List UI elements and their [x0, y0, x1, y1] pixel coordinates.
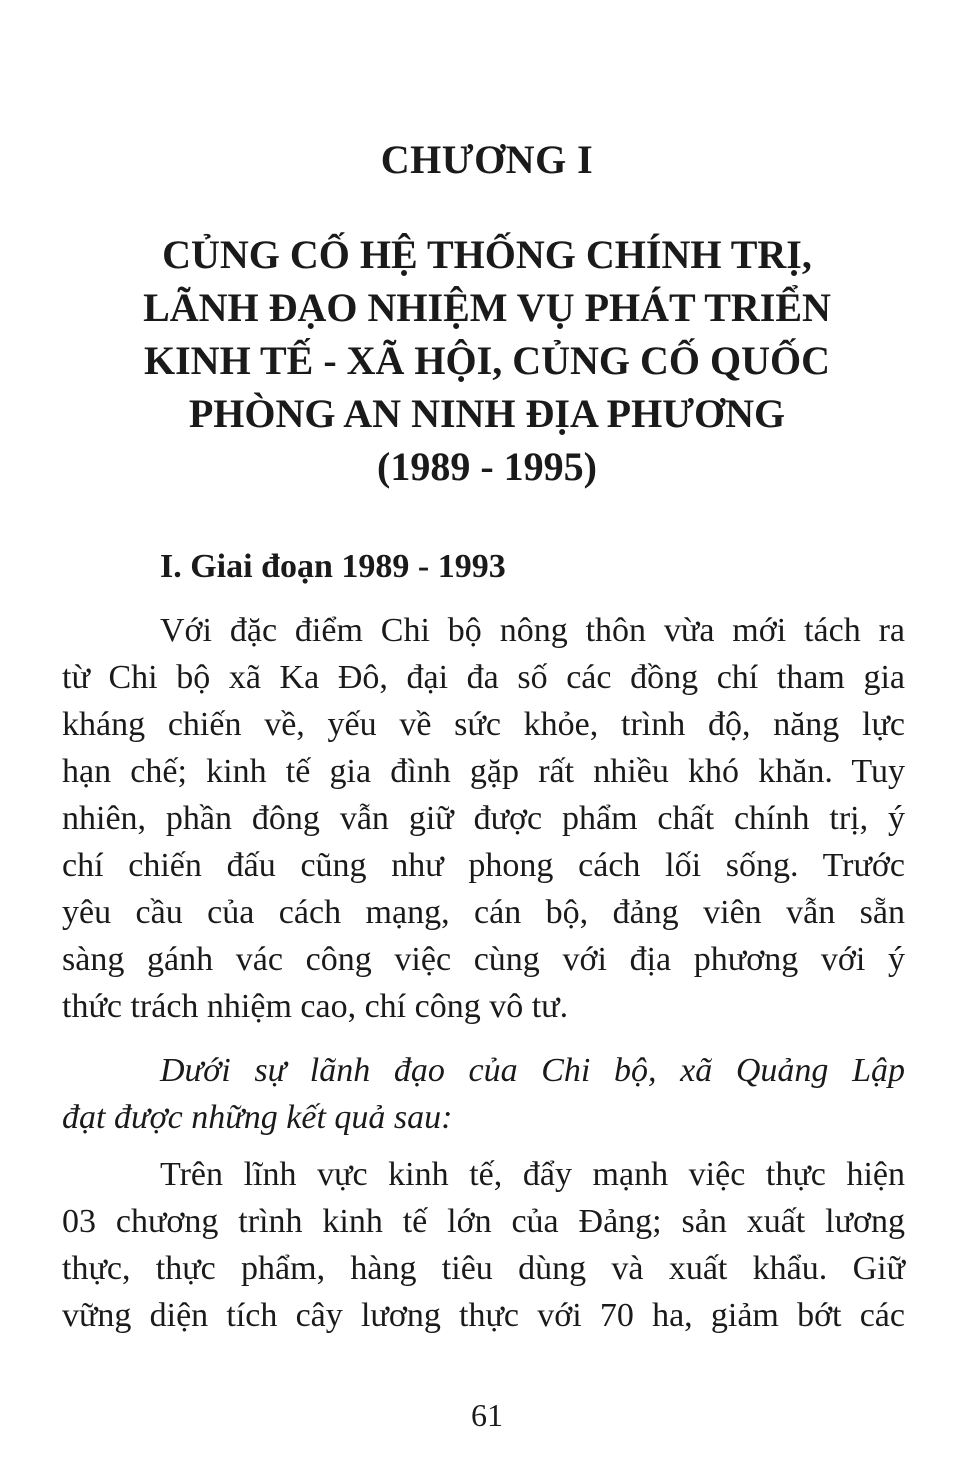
- chapter-title-line: CỦNG CỐ HỆ THỐNG CHÍNH TRỊ,: [162, 232, 812, 277]
- chapter-heading: CHƯƠNG I: [380, 137, 594, 182]
- paragraph-2: [62, 1047, 905, 1141]
- chapter-title-line: PHÒNG AN NINH ĐỊA PHƯƠNG: [188, 391, 786, 436]
- chapter-title-years: (1989 - 1995): [377, 444, 597, 489]
- text-line: hạn chế; kinh tế gia đình gặp rất nhiều khó khăn. Tuy: [62, 753, 905, 790]
- text-line: từ Chi bộ xã Ka Đô, đại đa số các đồng chí tham gia: [62, 659, 905, 696]
- chapter-title: [60, 228, 914, 493]
- text-line: nhiên, phần đông vẫn giữ được phẩm chất chính trị, ý: [62, 800, 905, 837]
- text-line: kháng chiến về, yếu về sức khỏe, trình độ, năng lực: [62, 706, 905, 743]
- chapter-title-line: LÃNH ĐẠO NHIỆM VỤ PHÁT TRIỂN: [143, 285, 831, 330]
- section-heading: I. Giai đoạn 1989 - 1993: [160, 548, 506, 585]
- text-line: vững diện tích cây lương thực với 70 ha, giảm bớt các: [62, 1297, 905, 1334]
- text-line: chí chiến đấu cũng như phong cách lối sống. Trước: [62, 847, 905, 884]
- text-line: yêu cầu của cách mạng, cán bộ, đảng viên vẫn sẵn: [62, 894, 905, 931]
- text-line: Trên lĩnh vực kinh tế, đẩy mạnh việc thực hiện: [160, 1156, 905, 1193]
- text-line: sàng gánh vác công việc cùng với địa phương với ý: [62, 941, 905, 978]
- chapter-title-line: KINH TẾ - XÃ HỘI, CỦNG CỐ QUỐC: [144, 338, 830, 383]
- text-line: 03 chương trình kinh tế lớn của Đảng; sản xuất lương: [62, 1203, 905, 1240]
- text-line: thực, thực phẩm, hàng tiêu dùng và xuất khẩu. Giữ: [62, 1250, 905, 1287]
- text-line: Dưới sự lãnh đạo của Chi bộ, xã Quảng Lập: [160, 1052, 905, 1089]
- text-line: thức trách nhiệm cao, chí công vô tư.: [62, 988, 569, 1025]
- text-line: Với đặc điểm Chi bộ nông thôn vừa mới tách ra: [160, 612, 905, 649]
- paragraph-3: [62, 1151, 905, 1339]
- text-line: đạt được những kết quả sau:: [62, 1099, 453, 1136]
- paragraph-1: [62, 607, 905, 1030]
- page-number: 61: [471, 1397, 503, 1433]
